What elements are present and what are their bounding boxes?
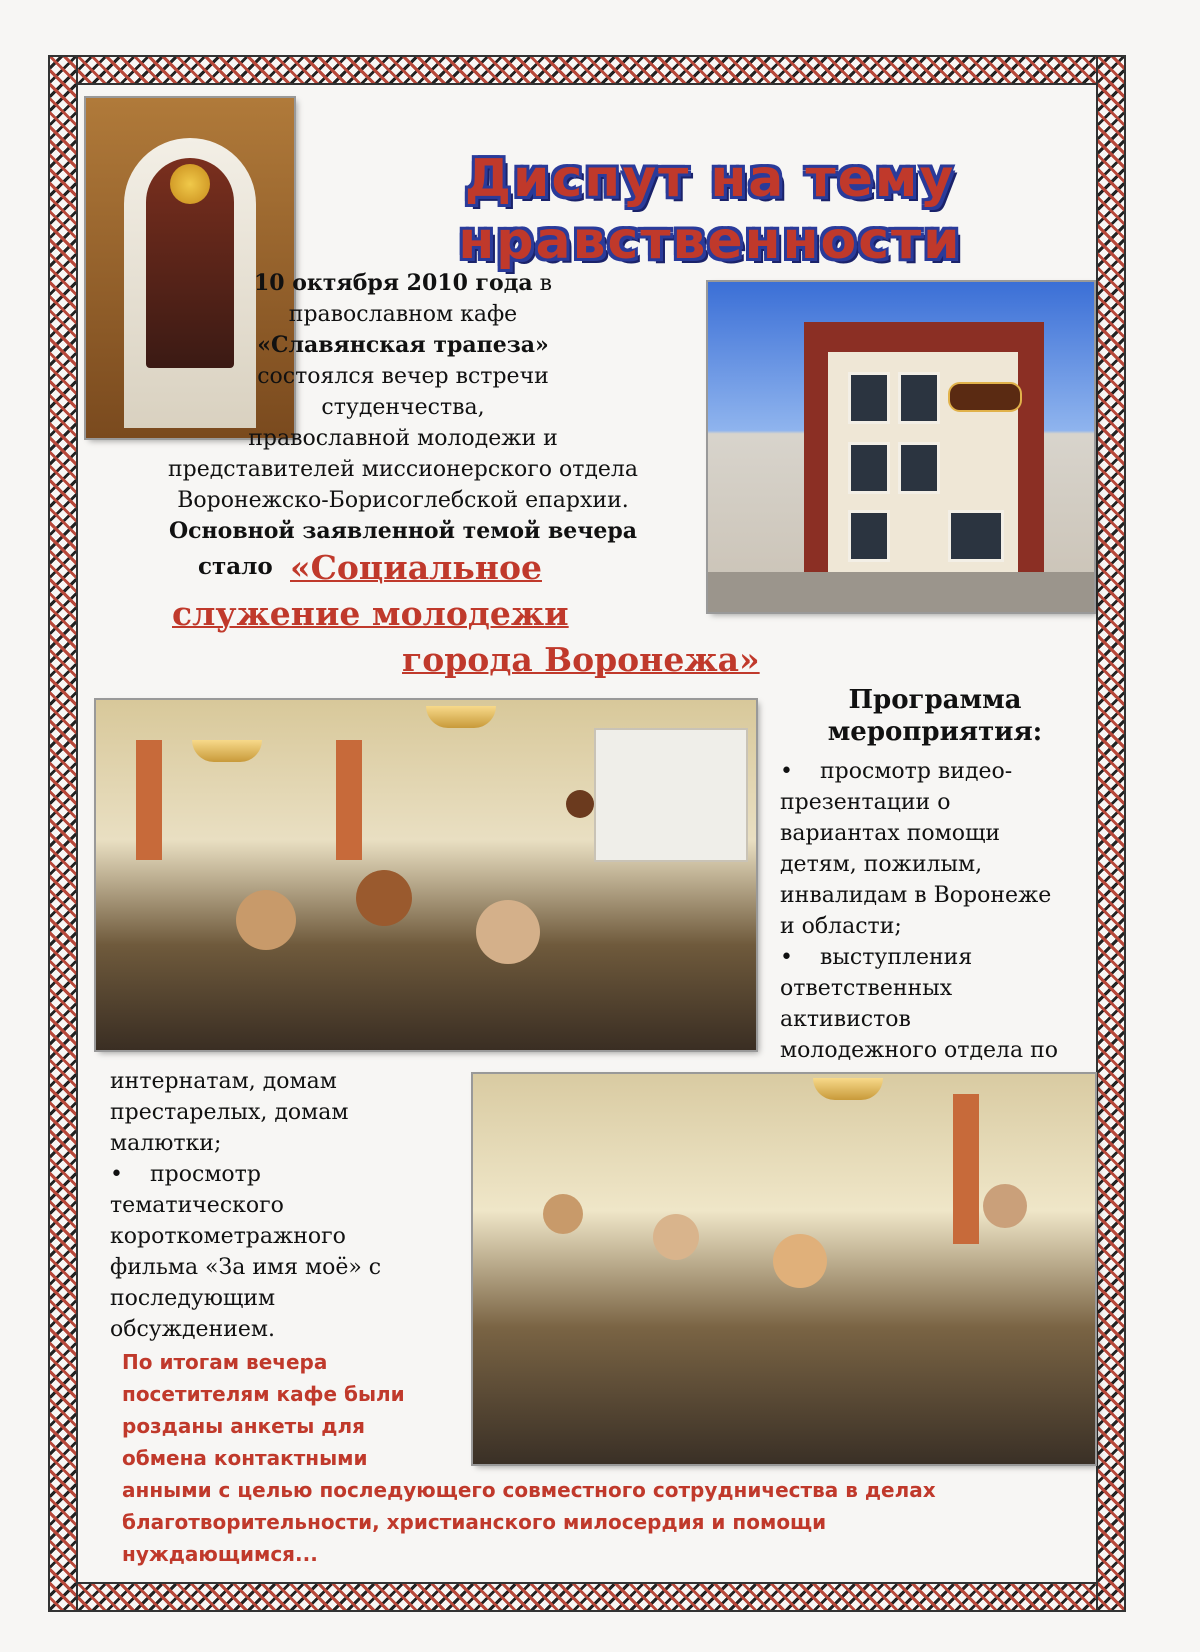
attendee	[983, 1184, 1027, 1228]
program-list	[780, 756, 1090, 1066]
intro-line-9: Основной заявленной темой вечера	[169, 518, 637, 544]
program-item-1-line-5: инвалидам в Воронеже	[780, 883, 1052, 908]
program-item-1-text: просмотр видео-	[820, 759, 1013, 784]
program-item-2-line-5: интернатам, домам	[110, 1069, 337, 1094]
intro-line-1	[110, 268, 696, 299]
attendee	[773, 1234, 827, 1288]
intro-after-date: в	[532, 271, 553, 296]
conclusion-line-4: обмена контактными	[122, 1446, 368, 1470]
projection-screen	[594, 728, 748, 862]
building-window	[848, 372, 890, 424]
conclusion-line-3: розданы анкеты для	[122, 1414, 365, 1438]
street	[708, 572, 1094, 612]
ornament-border-bottom	[48, 1582, 1126, 1612]
conclusion-part-2	[122, 1474, 1072, 1570]
program-item-2-line-3: активистов	[780, 1007, 911, 1032]
program-item-2-line-6: престарелых, домам	[110, 1100, 349, 1125]
bullet: •	[110, 1162, 123, 1187]
program-item-3-line-1	[110, 1159, 460, 1190]
ornament-border-top	[48, 55, 1126, 85]
cafe-sign	[948, 382, 1022, 412]
conclusion-line-2: посетителям кафе были	[122, 1382, 405, 1406]
title-line-1: Диспут на тему	[464, 149, 956, 209]
cafe-building-photo	[708, 282, 1094, 612]
theme-line-2: служение молодежи	[172, 594, 569, 633]
program-item-1-line-4: детям, пожилым,	[780, 852, 983, 877]
program-item-1-line-1	[780, 756, 1090, 787]
ornament-border-left	[48, 55, 78, 1612]
conclusion-line-6: благотворительности, христианского милосердия и помощи	[122, 1510, 827, 1534]
program-item-2-text: выступления	[820, 945, 973, 970]
program-title-line-1: Программа	[848, 685, 1022, 715]
program-item-1-line-2: презентации о	[780, 790, 951, 815]
program-item-3-line-2: тематического	[110, 1193, 284, 1218]
curtain	[953, 1094, 979, 1244]
intro-line-6: православной молодежи и	[248, 426, 558, 451]
attendee	[543, 1194, 583, 1234]
icon-halo	[170, 164, 210, 204]
program-item-2-line-2: ответственных	[780, 976, 953, 1001]
program-item-3-text: просмотр	[150, 1162, 261, 1187]
program-item-3-line-5: последующим	[110, 1286, 276, 1311]
attendee	[653, 1214, 699, 1260]
attendee	[236, 890, 296, 950]
intro-paragraph	[110, 268, 696, 547]
conclusion-line-7: нуждающимся...	[122, 1542, 318, 1566]
program-item-2-line-7: малютки;	[110, 1131, 222, 1156]
intro-cafe-name: «Славянская трапеза»	[257, 332, 549, 358]
program-item-3-line-4: фильма «За имя моё» с	[110, 1255, 382, 1280]
building-window	[848, 510, 890, 562]
attendee	[476, 900, 540, 964]
chandelier	[192, 740, 262, 762]
intro-line-2: православном кафе	[288, 302, 518, 327]
building-window	[848, 442, 890, 494]
conclusion-part-1	[122, 1346, 482, 1474]
attendee	[356, 870, 412, 926]
intro-line-5: студенчества,	[321, 395, 485, 420]
curtain	[336, 740, 362, 860]
intro-date: 10 октября 2010 года	[253, 270, 533, 296]
intro-line-7: представителей миссионерского отдела	[167, 457, 639, 482]
conclusion-line-1: По итогам вечера	[122, 1350, 328, 1374]
theme-prefix: стало	[198, 553, 273, 580]
program-item-1-line-6: и области;	[780, 914, 902, 939]
ornament-border-right	[1096, 55, 1126, 1612]
program-item-2-line-4: молодежного отдела по	[780, 1038, 1059, 1063]
program-item-2-line-1	[780, 942, 1090, 973]
conclusion-line-5: анными с целью последующего совместного сотрудничества в делах	[122, 1478, 936, 1502]
program-list-continued	[110, 1066, 460, 1345]
chandelier	[813, 1078, 883, 1100]
theme-line-3: города Воронежа»	[402, 640, 760, 679]
intro-line-8: Воронежско-Борисоглебской епархии.	[177, 488, 629, 513]
title-line-2: нравственности	[458, 211, 962, 271]
chandelier	[426, 706, 496, 728]
building-window	[898, 372, 940, 424]
speaker-figure	[566, 790, 594, 818]
bullet: •	[780, 759, 793, 784]
meeting-hall-photo-2	[473, 1074, 1095, 1464]
curtain	[136, 740, 162, 860]
page-title	[360, 148, 1060, 272]
program-item-1-line-3: вариантах помощи	[780, 821, 1001, 846]
bullet: •	[780, 945, 793, 970]
intro-line-4: состоялся вечер встречи	[257, 364, 549, 389]
building-window	[898, 442, 940, 494]
meeting-hall-photo-1	[96, 700, 756, 1050]
program-item-3-line-6: обсуждением.	[110, 1317, 276, 1342]
program-title-line-2: мероприятия:	[827, 717, 1043, 747]
program-title	[790, 684, 1080, 748]
building-entrance	[948, 510, 1004, 562]
program-item-3-line-3: короткометражного	[110, 1224, 346, 1249]
theme-line-1: «Социальное	[290, 548, 542, 587]
